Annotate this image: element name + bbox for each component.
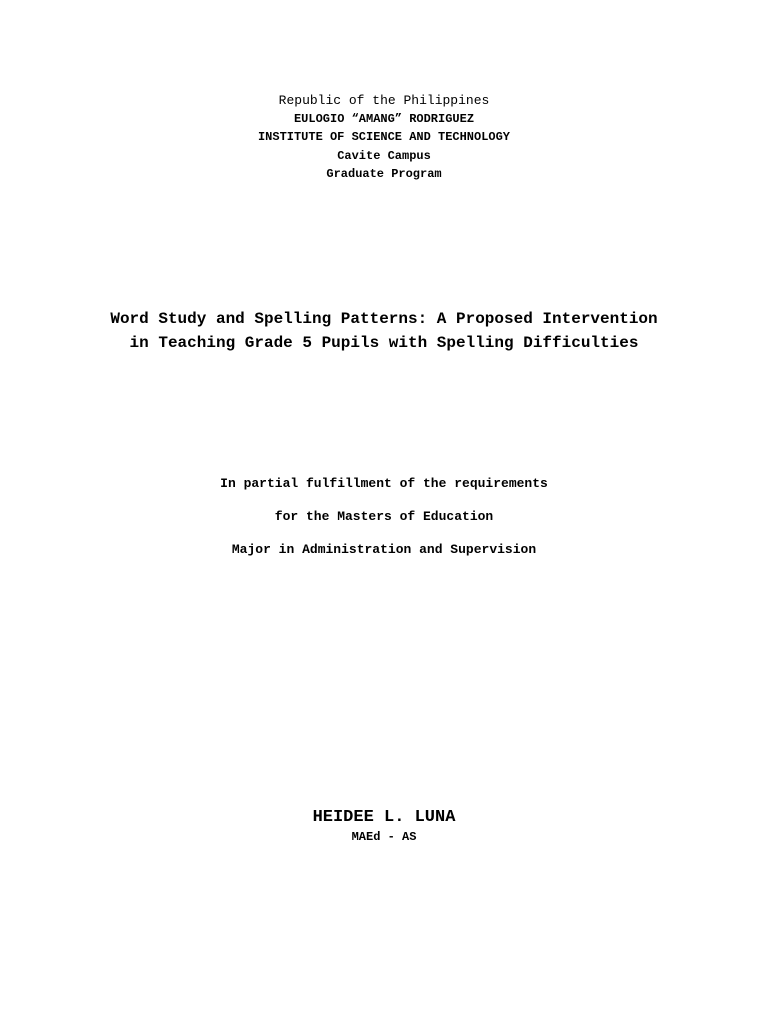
institution-name-line1: EULOGIO “AMANG” RODRIGUEZ [293,112,475,126]
institution-name-line2: INSTITUTE OF SCIENCE AND TECHNOLOGY [257,130,511,144]
author-degree: MAEd - AS [351,830,417,844]
republic-line: Republic of the Philippines [278,93,490,108]
author-name: HEIDEE L. LUNA [312,808,456,827]
fulfillment-line3: Major in Administration and Supervision [231,542,537,557]
thesis-title-line2: in Teaching Grade 5 Pupils with Spelling Difficulties [129,334,639,352]
fulfillment-line2: for the Masters of Education [274,509,494,524]
thesis-title-line1: Word Study and Spelling Patterns: A Proposed Intervention [110,310,658,328]
program-line: Graduate Program [326,167,442,181]
campus-line: Cavite Campus [337,149,431,163]
fulfillment-line1: In partial fulfillment of the requirements [220,476,548,491]
